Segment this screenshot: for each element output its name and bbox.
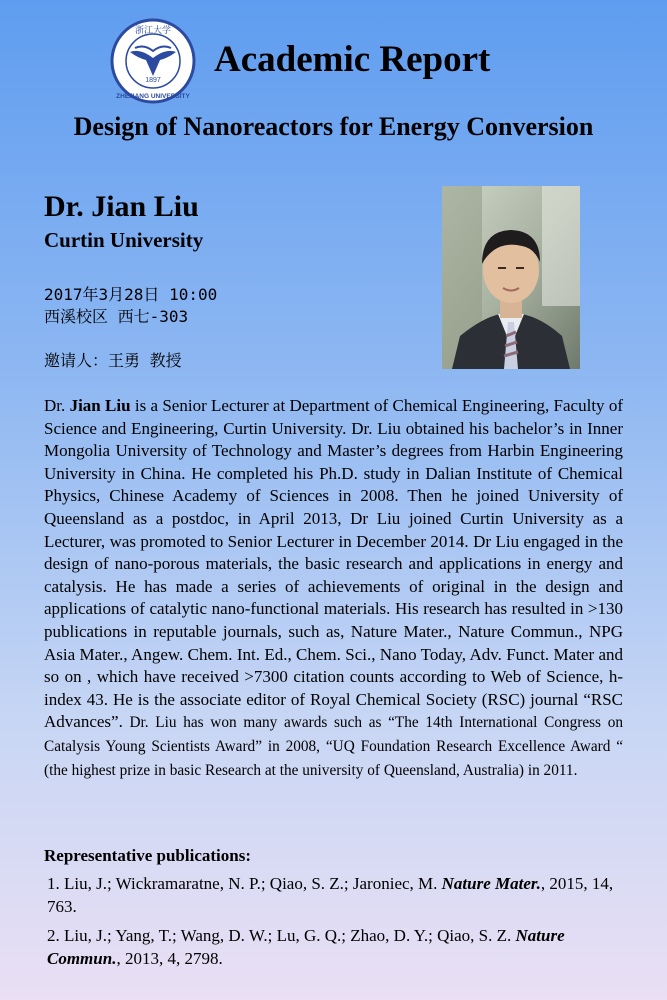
talk-title: Design of Nanoreactors for Energy Conversion bbox=[73, 112, 594, 141]
publication-journal: Nature Mater. bbox=[441, 874, 541, 893]
event-host: 邀请人：王勇 教授 bbox=[44, 351, 182, 370]
publication-authors: 2. Liu, J.; Yang, T.; Wang, D. W.; Lu, G. Q.; Zhao, D. Y.; Qiao, S. Z. bbox=[47, 926, 516, 945]
publication-details: , 2013, 4, 2798. bbox=[116, 949, 223, 968]
publication-item bbox=[47, 924, 625, 970]
bio-name: Jian Liu bbox=[69, 396, 131, 415]
event-datetime: 2017年3月28日 10:00 bbox=[44, 285, 218, 304]
seal-chinese-text: 浙江大学 bbox=[134, 26, 172, 36]
university-seal-icon bbox=[110, 18, 196, 104]
seal-year: 1897 bbox=[145, 77, 161, 84]
bio-awards-text: Dr. Liu has won many awards such as “The 14th International Congress on Catalysis Young Scientists Award” in 2008, “UQ Foundation Research Excellence Award “ (the highest prize in basic Research at the university of Queensland, Australia) in 2011. bbox=[44, 714, 623, 779]
bio-text: is a Senior Lecturer at Department of Chemical Engineering, Faculty of Science and Engineering, Curtin University. Dr. Liu obtained his bachelor’s in Inner Mongolia University of Technology and Master’s degrees from Harbin Engineering University in China. He completed his Ph.D. study in Dalian Institute of Chemical Physics, Chinese Academy of Sciences in 2008. Then he joined University of Queensland as a postdoc, in April 2013, Dr Liu joined Curtin University as a Lecturer, was promoted to Senior Lecturer in December 2014. Dr Liu engaged in the design of nano-porous materials, the basic research and applications in energy and catalysis. He has made a series of achievements of original in the design and applications of catalytic nano-functional materials. His research has resulted in >130 publications in reputable journals, such as, Nature Mater., Nature Commun., NPG Asia Mater., Angew. Chem. Int. Ed., Chem. Sci., Nano Today, Adv. Funct. Mater and so on , which have received >7300 citation counts according to Web of Science, h-index 43. He is the associate editor of Royal Chemical Society (RSC) journal “RSC Advances”. bbox=[44, 396, 624, 732]
publication-item bbox=[47, 872, 625, 918]
publications-heading: Representative publications: bbox=[44, 846, 251, 865]
speaker-photo bbox=[442, 186, 580, 369]
speaker-name: Dr. Jian Liu bbox=[44, 190, 199, 223]
event-venue: 西溪校区 西七-303 bbox=[44, 307, 189, 326]
publication-authors: 1. Liu, J.; Wickramaratne, N. P.; Qiao, S. Z.; Jaroniec, M. bbox=[47, 874, 442, 893]
publication-journal: Nature Commun. bbox=[47, 926, 565, 968]
bio-prefix: Dr. bbox=[44, 396, 70, 415]
seal-english-text: ZHEJIANG UNIVERSITY bbox=[116, 93, 190, 100]
page-title: Academic Report bbox=[214, 39, 491, 80]
speaker-affiliation: Curtin University bbox=[44, 228, 204, 252]
publication-details: , 2015, 14, 763. bbox=[47, 874, 614, 916]
speaker-biography bbox=[44, 395, 623, 782]
